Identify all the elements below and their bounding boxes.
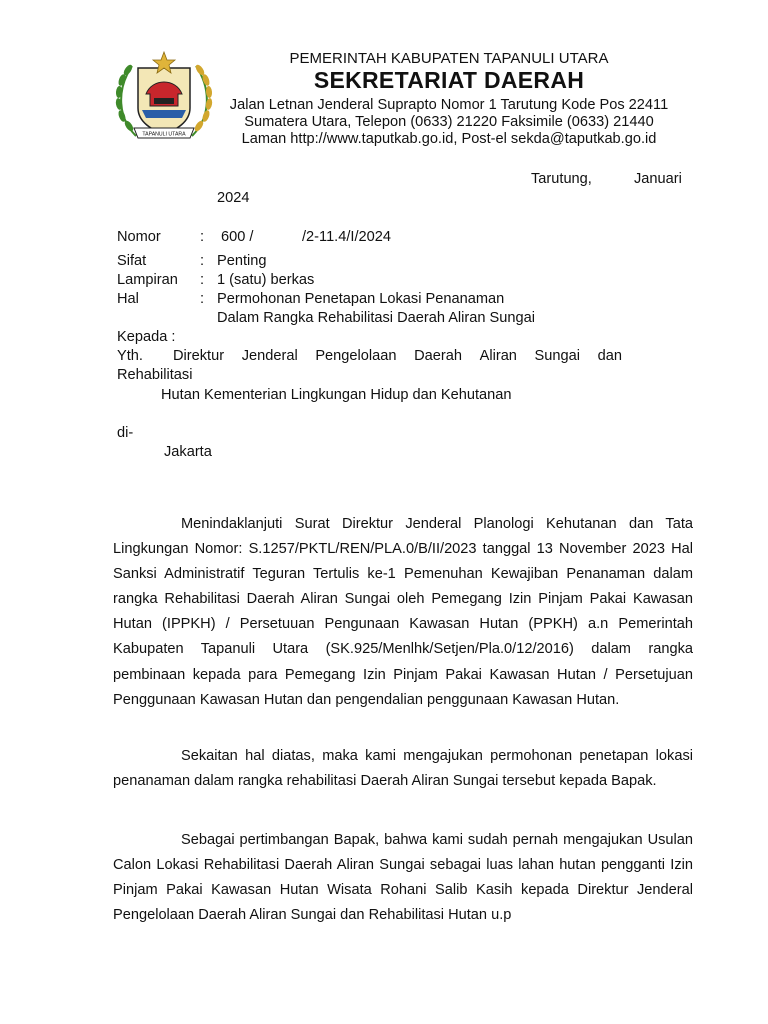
hal-line-1: Permohonan Penetapan Lokasi Penanaman xyxy=(217,291,505,307)
address-line-1: Jalan Letnan Jenderal Suprapto Nomor 1 Tarutung Kode Pos 22411 xyxy=(229,97,669,113)
body-paragraph-3 xyxy=(113,828,693,928)
regency-emblem-logo xyxy=(112,48,216,148)
lampiran-value: 1 (satu) berkas xyxy=(217,272,315,288)
address-line-2: Sumatera Utara, Telepon (0633) 21220 Faksimile (0633) 21440 xyxy=(244,114,654,130)
government-name: PEMERINTAH KABUPATEN TAPANULI UTARA xyxy=(289,50,609,67)
recipient-word: dan xyxy=(597,348,622,364)
recipient-line-3: Hutan Kementerian Lingkungan Hidup dan Kehutanan xyxy=(161,387,512,403)
yth-label: Yth. xyxy=(117,348,143,364)
recipient-word: Daerah xyxy=(414,348,462,364)
recipient-word: Pengelolaan xyxy=(315,348,397,364)
hal-line-2: Dalam Rangka Rehabilitasi Daerah Aliran Sungai xyxy=(217,310,535,326)
kepada-label: Kepada : xyxy=(117,329,176,345)
body-paragraph-1-text: Menindaklanjuti Surat Direktur Jenderal Planologi Kehutanan dan Tata Lingkungan Nomor: S.1257/PKTL/REN/PLA.0/B/II/2023 tanggal 13 November 2023 Hal Sanksi Administratif Teguran Tertulis ke-1 Pemenuhan Kewajiban Penanaman dalam rangka Rehabilitasi Daerah Aliran Sungai oleh Pemegang Izin Pinjam Pakai Kawasan Hutan (IPPKH) / Persetuuan Pengunaan Kawasan Hutan (PPKH) a.n Pemerintah Kabupaten Tapanuli Utara (SK.925/Menlhk/Setjen/Pla.0/12/2016) dalam rangka pembinaan kepada para Pemegang Izin Pinjam Pakai Kawasan Hutan / Persetujuan Penggunaan Kawasan Hutan dan pengendalian penggunaan Kawasan Hutan. xyxy=(113,516,693,708)
recipient-city: Jakarta xyxy=(164,444,212,460)
address-line-3: Laman http://www.taputkab.go.id, Post-el sekda@taputkab.go.id xyxy=(241,131,657,147)
body-paragraph-2 xyxy=(113,744,693,794)
hal-colon: : xyxy=(200,291,205,307)
body-paragraph-1 xyxy=(113,512,693,713)
recipient-word: Aliran xyxy=(479,348,517,364)
recipient-line-1 xyxy=(173,349,622,364)
hal-label: Hal xyxy=(117,291,139,307)
recipient-line-2: Rehabilitasi xyxy=(117,367,193,383)
di-label: di- xyxy=(117,425,134,441)
recipient-word: Direktur xyxy=(173,348,225,364)
lampiran-colon: : xyxy=(200,272,205,288)
ribbon-text: TAPANULI UTARA xyxy=(142,131,186,138)
date-year: 2024 xyxy=(217,190,250,206)
date-month: Januari xyxy=(634,171,682,187)
nomor-part-1: 600 / xyxy=(221,229,254,245)
nomor-part-2: /2-11.4/I/2024 xyxy=(302,229,391,245)
nomor-label: Nomor xyxy=(117,229,161,245)
body-paragraph-2-text: Sekaitan hal diatas, maka kami mengajukan permohonan penetapan lokasi penanaman dalam rangka rehabilitasi Daerah Aliran Sungai tersebut kepada Bapak. xyxy=(113,748,693,790)
recipient-word: Sungai xyxy=(534,348,580,364)
office-title: SEKRETARIAT DAERAH xyxy=(313,67,585,93)
sifat-value: Penting xyxy=(217,253,267,269)
nomor-colon: : xyxy=(200,229,205,245)
lampiran-label: Lampiran xyxy=(117,272,178,288)
rice-stalk-left-icon xyxy=(115,63,136,136)
sifat-label: Sifat xyxy=(117,253,147,269)
body-paragraph-3-text: Sebagai pertimbangan Bapak, bahwa kami sudah pernah mengajukan Usulan Calon Lokasi Rehabilitasi Daerah Aliran Sungai sebagai luas lahan hutan pengganti Izin Pinjam Pakai Kawasan Hutan Wisata Rohani Salib Kasih kepada Direktur Jenderal Pengelolaan Daerah Aliran Sungai dan Rehabilitasi Hutan u.p xyxy=(113,832,693,924)
date-place: Tarutung, xyxy=(531,171,592,187)
recipient-word: Jenderal xyxy=(241,348,298,364)
sifat-colon: : xyxy=(200,253,205,269)
